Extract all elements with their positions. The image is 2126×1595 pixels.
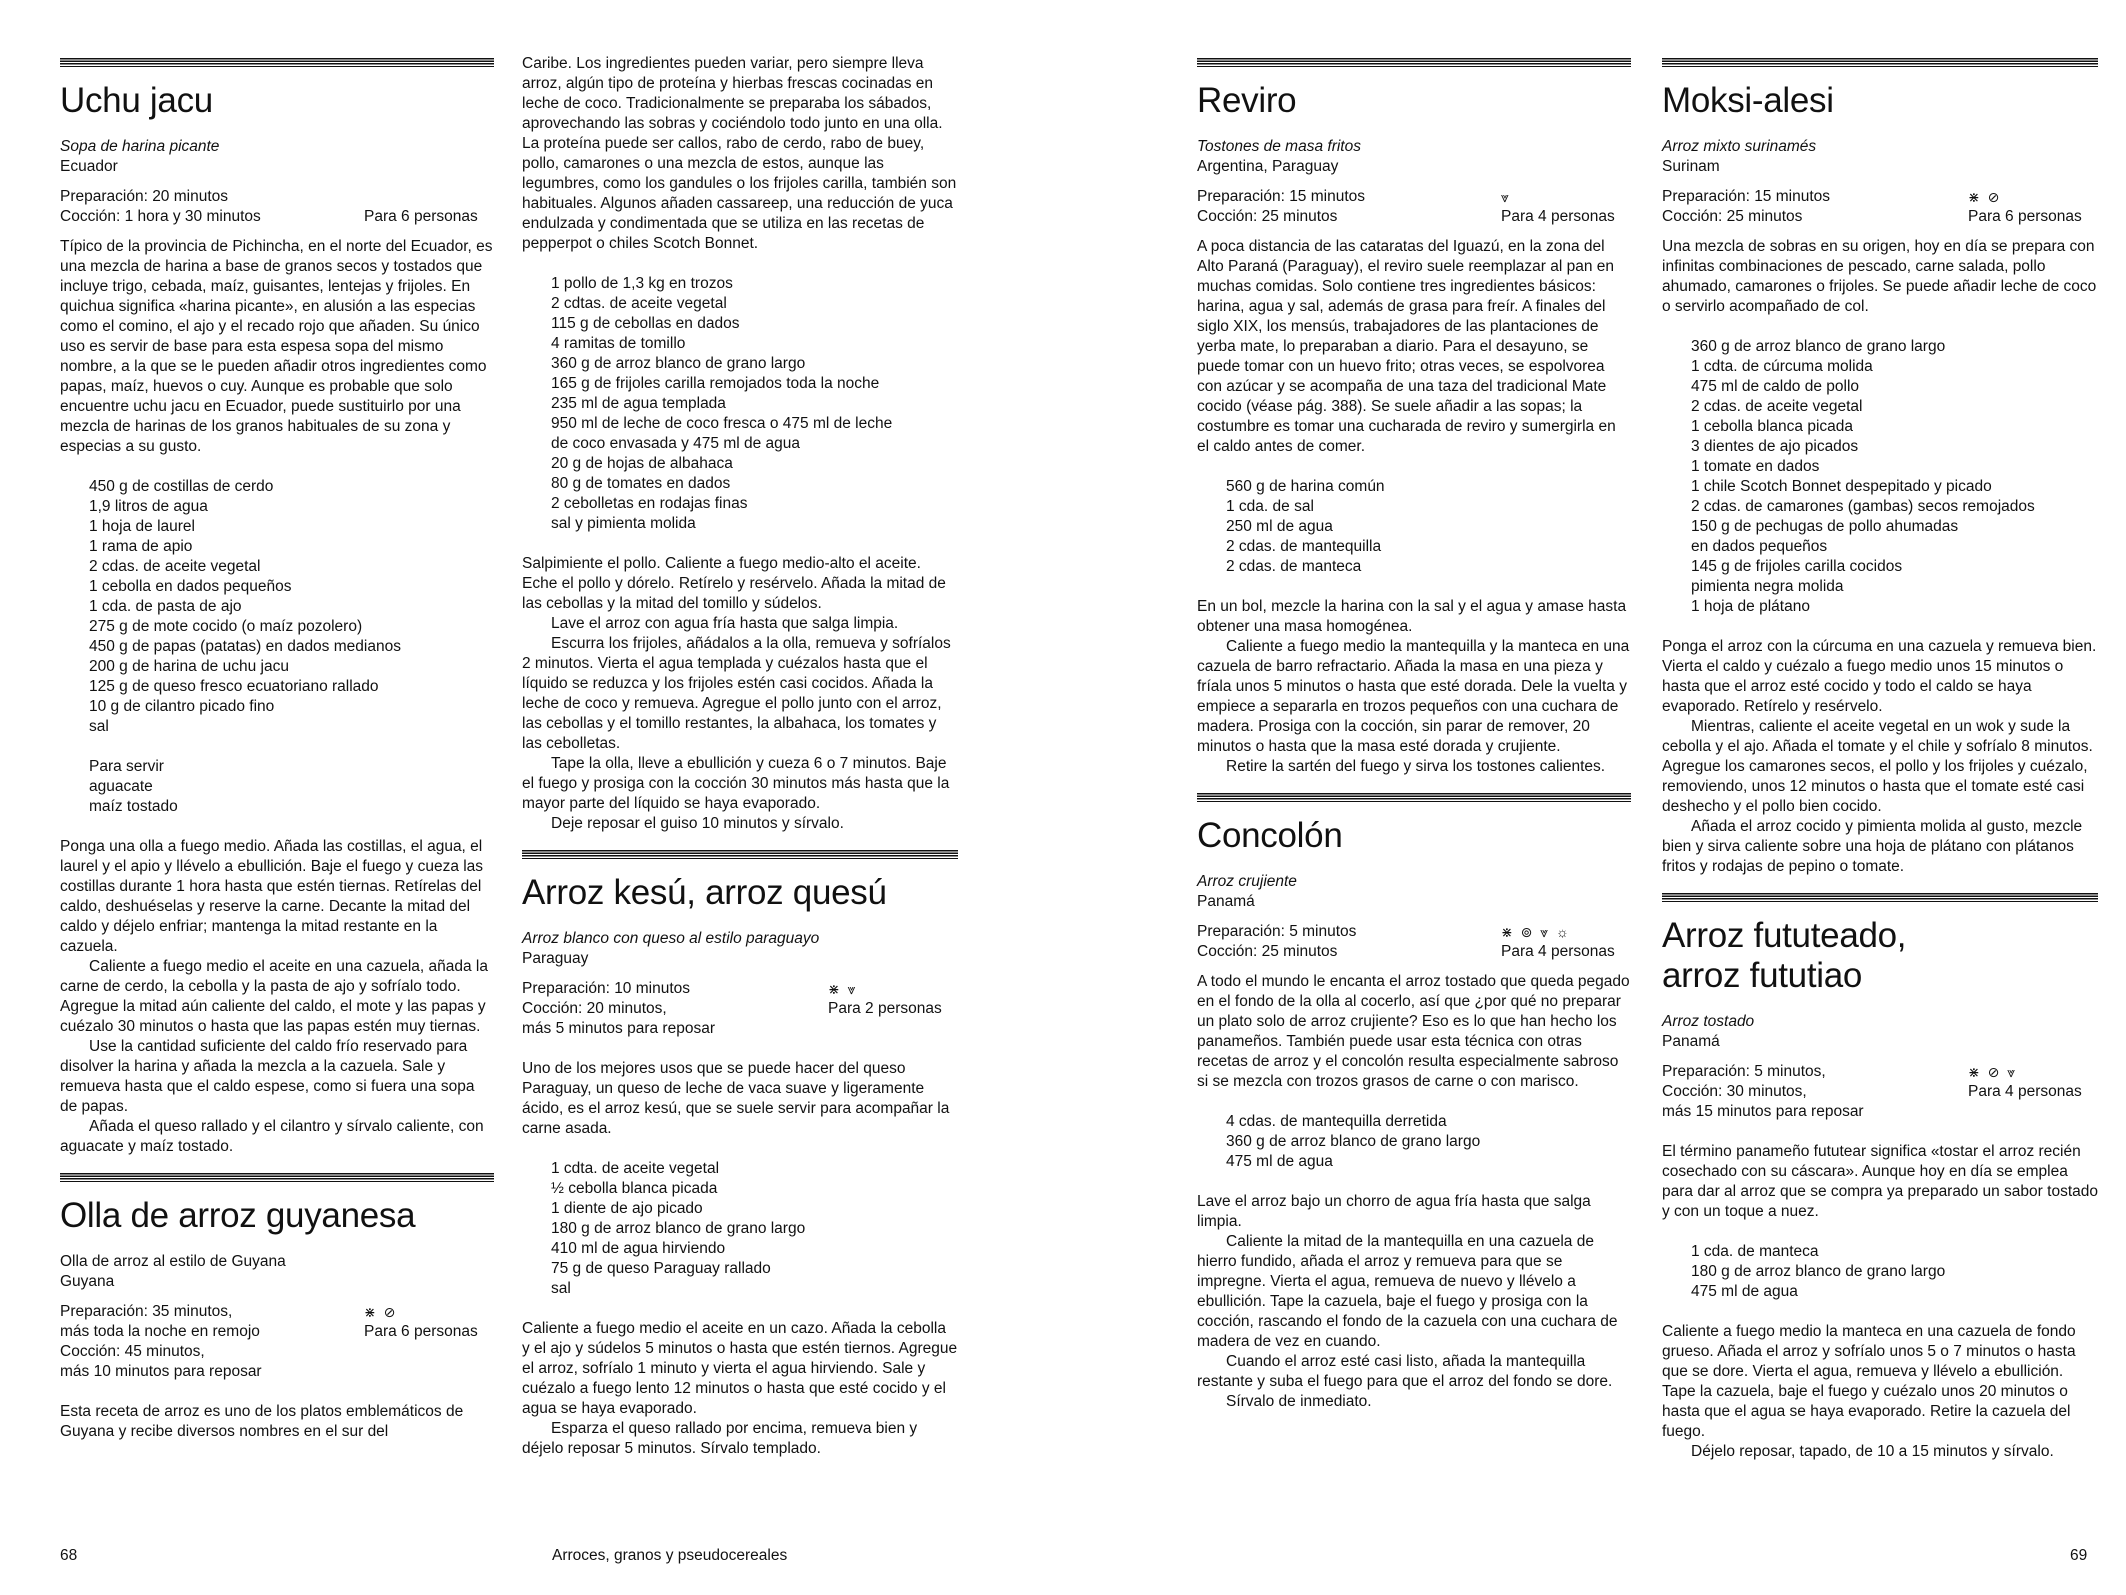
recipe-country: Ecuador: [60, 158, 118, 175]
recipe-country: Surinam: [1662, 158, 1720, 175]
recipe-subtitle: Sopa de harina picante: [60, 138, 220, 155]
ingredient-list: [551, 1159, 958, 1299]
ingredient: 1 cdta. de aceite vegetal: [551, 1160, 720, 1177]
ingredient: 1 cda. de pasta de ajo: [89, 598, 242, 615]
recipe-title: Olla de arroz guyanesa: [60, 1196, 416, 1235]
page-number-right: 69: [2070, 1547, 2088, 1564]
recipe-intro: Uno de los mejores usos que se puede hacer del queso Paraguay, un queso de leche de vaca suave y ligeramente ácido, es el arroz kesú, que se suele servir para acompañar la carne asada.: [522, 1060, 950, 1137]
prep-time-extra: más toda la noche en remojo: [60, 1323, 260, 1340]
cook-time: Cocción: 1 hora y 30 minutos: [60, 208, 261, 225]
ingredient: 165 g de frijoles carilla remojados toda la noche: [551, 375, 880, 392]
ingredient: aguacate: [89, 778, 153, 795]
servings: Para 6 personas: [364, 1323, 478, 1340]
ingredient: 10 g de cilantro picado fino: [89, 698, 275, 715]
method-step: Mientras, caliente el aceite vegetal en un wok y sude la cebolla y el ajo. Añada el tomate y el chile y sofríalo 8 minutos. Agregue los camarones secos, el pollo y los frijoles y cuézalo, removiendo, unos 12 minutos o hasta que el tomate esté casi deshecho y el pollo bien cocido.: [1662, 718, 2093, 815]
recipe-meta: [1662, 187, 2098, 227]
servings: Para 6 personas: [1968, 208, 2082, 225]
ingredient: 235 ml de agua templada: [551, 395, 726, 412]
ingredient: 180 g de arroz blanco de grano largo: [1691, 1263, 1946, 1280]
ingredient-list: [1691, 337, 2098, 617]
recipe-meta: [1197, 922, 1631, 962]
section-divider: [1662, 58, 2098, 67]
method-step: Retire la sartén del fuego y sirva los tostones calientes.: [1226, 758, 1606, 775]
ingredient: 2 cdtas. de aceite vegetal: [551, 295, 727, 312]
ingredient: 950 ml de leche de coco fresca o 475 ml de leche: [551, 415, 893, 432]
title-line: Arroz fututeado,: [1662, 916, 1907, 955]
recipe-subtitle: Arroz crujiente: [1197, 873, 1297, 890]
ingredient-list: [1226, 477, 1631, 577]
ingredient: 360 g de arroz blanco de grano largo: [1226, 1133, 1481, 1150]
dietary-icons: ⋇ ⊚ ⩔ ☼: [1501, 924, 1571, 940]
ingredient: pimienta negra molida: [1691, 578, 1844, 595]
method-step: Caliente a fuego medio el aceite en un cazo. Añada la cebolla y el ajo y súdelos 5 minutos o hasta que estén tiernos. Agregue el arroz, sofríalo 1 minuto y vierta el agua hirviendo. Sale y cuézalo a fuego lento 12 minutos o hasta que esté cocido y el agua se haya evaporado.: [522, 1320, 958, 1417]
ingredient: 1,9 litros de agua: [89, 498, 208, 515]
ingredient: 4 ramitas de tomillo: [551, 335, 686, 352]
ingredient-list: [1226, 1112, 1631, 1172]
ingredient: 1 chile Scotch Bonnet despepitado y picado: [1691, 478, 1992, 495]
recipe-meta: [60, 1302, 494, 1382]
method-step: Caliente a fuego medio la mantequilla y la manteca en una cazuela de barro refractario. Añada la masa en una pieza y fríala unos 5 minutos o hasta que esté dorada. Dele la vuelta y empiece a separarla en trozos pequeños con una cuchara de madera. Prosiga con la cocción, sin parar de remover, 20 minutos o hasta que la masa esté dorada y crujiente.: [1197, 638, 1630, 755]
recipe-intro: A poca distancia de las cataratas del Iguazú, en la zona del Alto Paraná (Paraguay), el reviro suele reemplazar al pan en muchas comidas. Solo contiene tres ingredientes básicos: harina, agua y sal, además de grasa para freír. A finales del siglo XIX, los mensús, trabajadores de las plantaciones de yerba mate, lo preparaban a diario. Para el desayuno, se puede tomar con un huevo frito; otras veces, se espolvorea con azúcar y se acompaña de una taza del tradicional Mate cocido (véase pág. 388). Se suele añadir a las sopas; la costumbre es tomar una cucharada de reviro y sumergirla en el caldo antes de comer.: [1197, 238, 1616, 455]
prep-time: Preparación: 20 minutos: [60, 188, 229, 205]
ingredient: 115 g de cebollas en dados: [551, 315, 740, 332]
title-line: arroz fututiao: [1662, 956, 1863, 995]
recipe-subtitle: Tostones de masa fritos: [1197, 138, 1361, 155]
servings: Para 6 personas: [364, 208, 478, 225]
cook-time: Cocción: 25 minutos: [1662, 208, 1803, 225]
prep-time: Preparación: 15 minutos: [1197, 188, 1366, 205]
method-step: Añada el queso rallado y el cilantro y sírvalo caliente, con aguacate y maíz tostado.: [60, 1118, 484, 1155]
ingredient: 1 cebolla en dados pequeños: [89, 578, 292, 595]
ingredient-list: [89, 477, 494, 817]
ingredient-list: [551, 274, 958, 534]
ingredient: sal: [551, 1280, 571, 1297]
method-step: Lave el arroz bajo un chorro de agua fría hasta que salga limpia.: [1197, 1193, 1591, 1230]
dietary-icons: ⋇ ⊘ ⩔: [1968, 1064, 2018, 1080]
ingredient: 20 g de hojas de albahaca: [551, 455, 733, 472]
recipe-country: Paraguay: [522, 950, 589, 967]
section-footer: Arroces, granos y pseudocereales: [552, 1547, 788, 1564]
servings: Para 4 personas: [1968, 1083, 2082, 1100]
recipe-meta: [1662, 1062, 2098, 1122]
recipe-country: Panamá: [1197, 893, 1255, 910]
recipe-country: Panamá: [1662, 1033, 1720, 1050]
ingredient: 2 cdas. de aceite vegetal: [89, 558, 261, 575]
section-divider: [522, 850, 958, 859]
recipe-title: Uchu jacu: [60, 81, 213, 120]
method-step: Deje reposar el guiso 10 minutos y sírvalo.: [551, 815, 844, 832]
dietary-icons: ⋇ ⩔: [828, 981, 858, 997]
ingredient: 75 g de queso Paraguay rallado: [551, 1260, 771, 1277]
ingredient: 275 g de mote cocido (o maíz pozolero): [89, 618, 363, 635]
ingredient: ½ cebolla blanca picada: [551, 1180, 718, 1197]
cook-time: Cocción: 30 minutos,: [1662, 1083, 1807, 1100]
ingredient: 2 cdas. de camarones (gambas) secos remojados: [1691, 498, 2035, 515]
ingredient: 360 g de arroz blanco de grano largo: [551, 355, 806, 372]
servings: Para 4 personas: [1501, 943, 1615, 960]
ingredient: 1 rama de apio: [89, 538, 193, 555]
servings: Para 2 personas: [828, 1000, 942, 1017]
dietary-icons: ⩔: [1501, 189, 1511, 205]
servings: Para 4 personas: [1501, 208, 1615, 225]
method-step: Sírvalo de inmediato.: [1226, 1393, 1372, 1410]
recipe-title: Arroz kesú, arroz quesú: [522, 873, 887, 912]
ingredient: 80 g de tomates en dados: [551, 475, 731, 492]
recipe-intro: Esta receta de arroz es uno de los platos emblemáticos de Guyana y recibe diversos nombres en el sur del: [60, 1403, 464, 1440]
dietary-icons: ⋇ ⊘: [364, 1304, 398, 1320]
cook-time-extra: más 10 minutos para reposar: [60, 1363, 262, 1380]
ingredient: 360 g de arroz blanco de grano largo: [1691, 338, 1946, 355]
column-2: [522, 54, 958, 1459]
ingredient: 410 ml de agua hirviendo: [551, 1240, 726, 1257]
section-divider: [1197, 793, 1631, 802]
cook-time: Cocción: 45 minutos,: [60, 1343, 205, 1360]
method-step: Cuando el arroz esté casi listo, añada la mantequilla restante y suba el fuego para que el arroz del fondo se dore.: [1197, 1353, 1613, 1390]
ingredient: sal: [89, 718, 109, 735]
method-step: Caliente la mitad de la mantequilla en una cazuela de hierro fundido, añada el arroz y remueva para que se impregne. Vierta el agua, remueva de nuevo y llévelo a ebullición. Tape la cazuela, baje el fuego y prosiga con la cocción, rascando el fondo de la cazuela con una cuchara de madera de vez en cuando.: [1197, 1233, 1618, 1350]
ingredient: 1 hoja de plátano: [1691, 598, 1810, 615]
ingredient: 2 cdas. de mantequilla: [1226, 538, 1382, 555]
ingredient: 145 g de frijoles carilla cocidos: [1691, 558, 1903, 575]
column-1: [60, 58, 494, 1442]
ingredient: 200 g de harina de uchu jacu: [89, 658, 289, 675]
recipe-subtitle: Arroz blanco con queso al estilo paraguayo: [522, 930, 820, 947]
ingredient: 475 ml de agua: [1226, 1153, 1333, 1170]
ingredient: 3 dientes de ajo picados: [1691, 438, 1859, 455]
method-step: Caliente a fuego medio el aceite en una cazuela, añada la carne de cerdo, la cebolla y la pasta de ajo y sofríalo todo. Agregue la mitad aún caliente del caldo, el mote y las papas y cuézalo 30 minutos o hasta que las papas estén muy tiernas.: [60, 958, 488, 1035]
ingredient: maíz tostado: [89, 798, 178, 815]
ingredient: sal y pimienta molida: [551, 515, 696, 532]
ingredient: 180 g de arroz blanco de grano largo: [551, 1220, 806, 1237]
recipe-title: Moksi-alesi: [1662, 81, 1834, 120]
ingredient: 150 g de pechugas de pollo ahumadas: [1691, 518, 1959, 535]
ingredient: 1 cda. de manteca: [1691, 1243, 1819, 1260]
method-step: Ponga el arroz con la cúrcuma en una cazuela y remueva bien. Vierta el caldo y cuézalo a fuego medio unos 15 minutos o hasta que el arroz esté cocido y todo el caldo se haya evaporado. Retírelo y resérvelo.: [1662, 638, 2097, 715]
ingredient: 475 ml de agua: [1691, 1283, 1798, 1300]
cook-time: Cocción: 20 minutos,: [522, 1000, 667, 1017]
recipe-intro: A todo el mundo le encanta el arroz tostado que queda pegado en el fondo de la olla al cocerlo, así que ¿por qué no preparar un plato solo de arroz crujiente? Eso es lo que han hecho los panameños. También puede usar esta técnica con otras recetas de arroz y el concolón resulta especialmente sabroso si se mezcla con trozos grasos de carne o con marisco.: [1197, 973, 1630, 1090]
method-step: Esparza el queso rallado por encima, remueva bien y déjelo reposar 5 minutos. Sírvalo templado.: [522, 1420, 918, 1457]
ingredient: 250 ml de agua: [1226, 518, 1333, 535]
ingredient: 450 g de costillas de cerdo: [89, 478, 274, 495]
recipe-intro: Una mezcla de sobras en su origen, hoy en día se prepara con infinitas combinaciones de pescado, carne salada, pollo ahumado, camarones o frijoles. Se puede añadir leche de coco o servirlo acompañado de col.: [1662, 238, 2097, 315]
method-step: Lave el arroz con agua fría hasta que salga limpia.: [551, 615, 899, 632]
cook-time-extra: más 15 minutos para reposar: [1662, 1103, 1864, 1120]
ingredient: 1 cebolla blanca picada: [1691, 418, 1854, 435]
ingredient: 1 pollo de 1,3 kg en trozos: [551, 275, 733, 292]
cook-time-extra: más 5 minutos para reposar: [522, 1020, 715, 1037]
method-step: Salpimiente el pollo. Caliente a fuego medio-alto el aceite. Eche el pollo y dórelo. Retírelo y resérvelo. Añada la mitad de las cebollas y la mitad del tomillo y súdelos.: [522, 555, 946, 612]
cook-time: Cocción: 25 minutos: [1197, 943, 1338, 960]
column-4: [1662, 58, 2098, 1462]
recipe-country: Guyana: [60, 1273, 115, 1290]
method-step: En un bol, mezcle la harina con la sal y el agua y amase hasta obtener una masa homogénea.: [1197, 598, 1627, 635]
ingredient: 1 cda. de sal: [1226, 498, 1314, 515]
ingredient: 4 cdas. de mantequilla derretida: [1226, 1113, 1447, 1130]
recipe-title: Reviro: [1197, 81, 1297, 120]
method-step: Escurra los frijoles, añádalos a la olla, remueva y sofríalos 2 minutos. Vierta el agua templada y cuézalos hasta que el líquido se reduzca y los frijoles estén casi cocidos. Añada la leche de coco y remueva. Agregue el pollo junto con el arroz, las cebollas y el tomillo restantes, la albahaca, los tomates y las cebolletas.: [522, 635, 951, 752]
ingredient: 1 hoja de laurel: [89, 518, 195, 535]
recipe-title: Concolón: [1197, 816, 1343, 855]
page-number-left: 68: [60, 1547, 78, 1564]
ingredient: 1 diente de ajo picado: [551, 1200, 703, 1217]
recipe-subtitle: Arroz mixto surinamés: [1662, 138, 1817, 155]
method-step: Caliente a fuego medio la manteca en una cazuela de fondo grueso. Añada el arroz y sofríalo unos 5 o 7 minutos o hasta que se dore. Vierta el agua, remueva y llévelo a ebullición. Tape la cazuela, baje el fuego y cuézalo unos 20 minutos o hasta que el agua se haya evaporado. Retire la cazuela del fuego.: [1662, 1323, 2076, 1440]
recipe-meta: [522, 979, 958, 1039]
ingredient: en dados pequeños: [1691, 538, 1828, 555]
method-step: Añada el arroz cocido y pimienta molida al gusto, mezcle bien y sirva caliente sobre una hoja de plátano con plátanos fritos y rodajas de pepino o tomate.: [1662, 818, 2083, 875]
ingredient: 125 g de queso fresco ecuatoriano rallado: [89, 678, 379, 695]
dietary-icons: ⋇ ⊘: [1968, 189, 2002, 205]
ingredient: 2 cebolletas en rodajas finas: [551, 495, 748, 512]
method-step: Déjelo reposar, tapado, de 10 a 15 minutos y sírvalo.: [1691, 1443, 2054, 1460]
recipe-intro: Típico de la provincia de Pichincha, en el norte del Ecuador, es una mezcla de harina a base de granos secos y tostados que incluye trigo, cebada, maíz, guisantes, lentejas y frijoles. En quichua significa «harina picante», en alusión a las especias como el comino, el ajo y el recado rojo que añaden. Su único uso es servir de base para esta espesa sopa del mismo nombre, a la que se le pueden añadir otros ingredientes como papas, maíz, huevos o cuy. Aunque es probable que solo encuentre uchu jacu en Ecuador, puede sustituirlo por una mezcla de harinas de los granos habituales de su zona y especias a su gusto.: [60, 238, 493, 455]
recipe-meta: [60, 187, 494, 227]
prep-time: Preparación: 5 minutos,: [1662, 1063, 1826, 1080]
method-step: Tape la olla, lleve a ebullición y cueza 6 o 7 minutos. Baje el fuego y prosiga con la cocción 30 minutos más hasta que la mayor parte del líquido se haya evaporado.: [522, 755, 950, 812]
section-divider: [1662, 893, 2098, 902]
ingredient: 2 cdas. de manteca: [1226, 558, 1362, 575]
serving-heading: Para servir: [89, 758, 164, 775]
ingredient: 1 cdta. de cúrcuma molida: [1691, 358, 1873, 375]
recipe-intro-continued: Caribe. Los ingredientes pueden variar, pero siempre lleva arroz, algún tipo de proteína y hierbas frescas cocinadas en leche de coco. Tradicionalmente se preparaba los sábados, aprovechando las sobras y cociéndolo todo junto en una olla. La proteína puede ser callos, rabo de cerdo, rabo de buey, pollo, camarones o una mezcla de estos, aunque las legumbres, como los gandules o los frijoles carilla, también son habituales. Algunos añaden cassareep, una reducción de yuca endulzada y condimentada que se utiliza en las recetas de pepperpot o chiles Scotch Bonnet.: [522, 55, 957, 252]
prep-time: Preparación: 15 minutos: [1662, 188, 1831, 205]
ingredient: 450 g de papas (patatas) en dados medianos: [89, 638, 401, 655]
cook-time: Cocción: 25 minutos: [1197, 208, 1338, 225]
section-divider: [1197, 58, 1631, 67]
recipe-title: [1662, 916, 2098, 996]
prep-time: Preparación: 35 minutos,: [60, 1303, 233, 1320]
recipe-country: Argentina, Paraguay: [1197, 158, 1339, 175]
recipe-meta: [1197, 187, 1631, 227]
ingredient: de coco envasada y 475 ml de agua: [551, 435, 801, 452]
method-step: Ponga una olla a fuego medio. Añada las costillas, el agua, el laurel y el apio y llévelo a ebullición. Baje el fuego y cueza las costillas durante 1 hora hasta que estén tiernas. Retírelas del caldo, deshuéselas y reserve la carne. Decante la mitad del caldo y déjelo enfriar; mantenga la mitad restante en la cazuela.: [60, 838, 484, 955]
recipe-subtitle: Arroz tostado: [1662, 1013, 1755, 1030]
method-step: Use la cantidad suficiente del caldo frío reservado para disolver la harina y añada la mezcla a la cazuela. Sale y remueva hasta que el caldo espese, como si fuera una sopa de papas.: [60, 1038, 475, 1115]
ingredient: 2 cdas. de aceite vegetal: [1691, 398, 1863, 415]
ingredient-list: [1691, 1242, 2098, 1302]
ingredient: 560 g de harina común: [1226, 478, 1385, 495]
recipe-subtitle: Olla de arroz al estilo de Guyana: [60, 1253, 286, 1270]
section-divider: [60, 58, 494, 67]
section-divider: [60, 1173, 494, 1182]
ingredient: 475 ml de caldo de pollo: [1691, 378, 1860, 395]
ingredient: 1 tomate en dados: [1691, 458, 1820, 475]
column-3: [1197, 58, 1631, 1412]
recipe-intro: El término panameño fututear significa «tostar el arroz recién cosechado con su cáscara». Aunque hoy en día se emplea para dar al arroz que se compra ya preparado un sabor tostado y con un toque a nuez.: [1662, 1143, 2098, 1220]
prep-time: Preparación: 5 minutos: [1197, 923, 1357, 940]
prep-time: Preparación: 10 minutos: [522, 980, 691, 997]
